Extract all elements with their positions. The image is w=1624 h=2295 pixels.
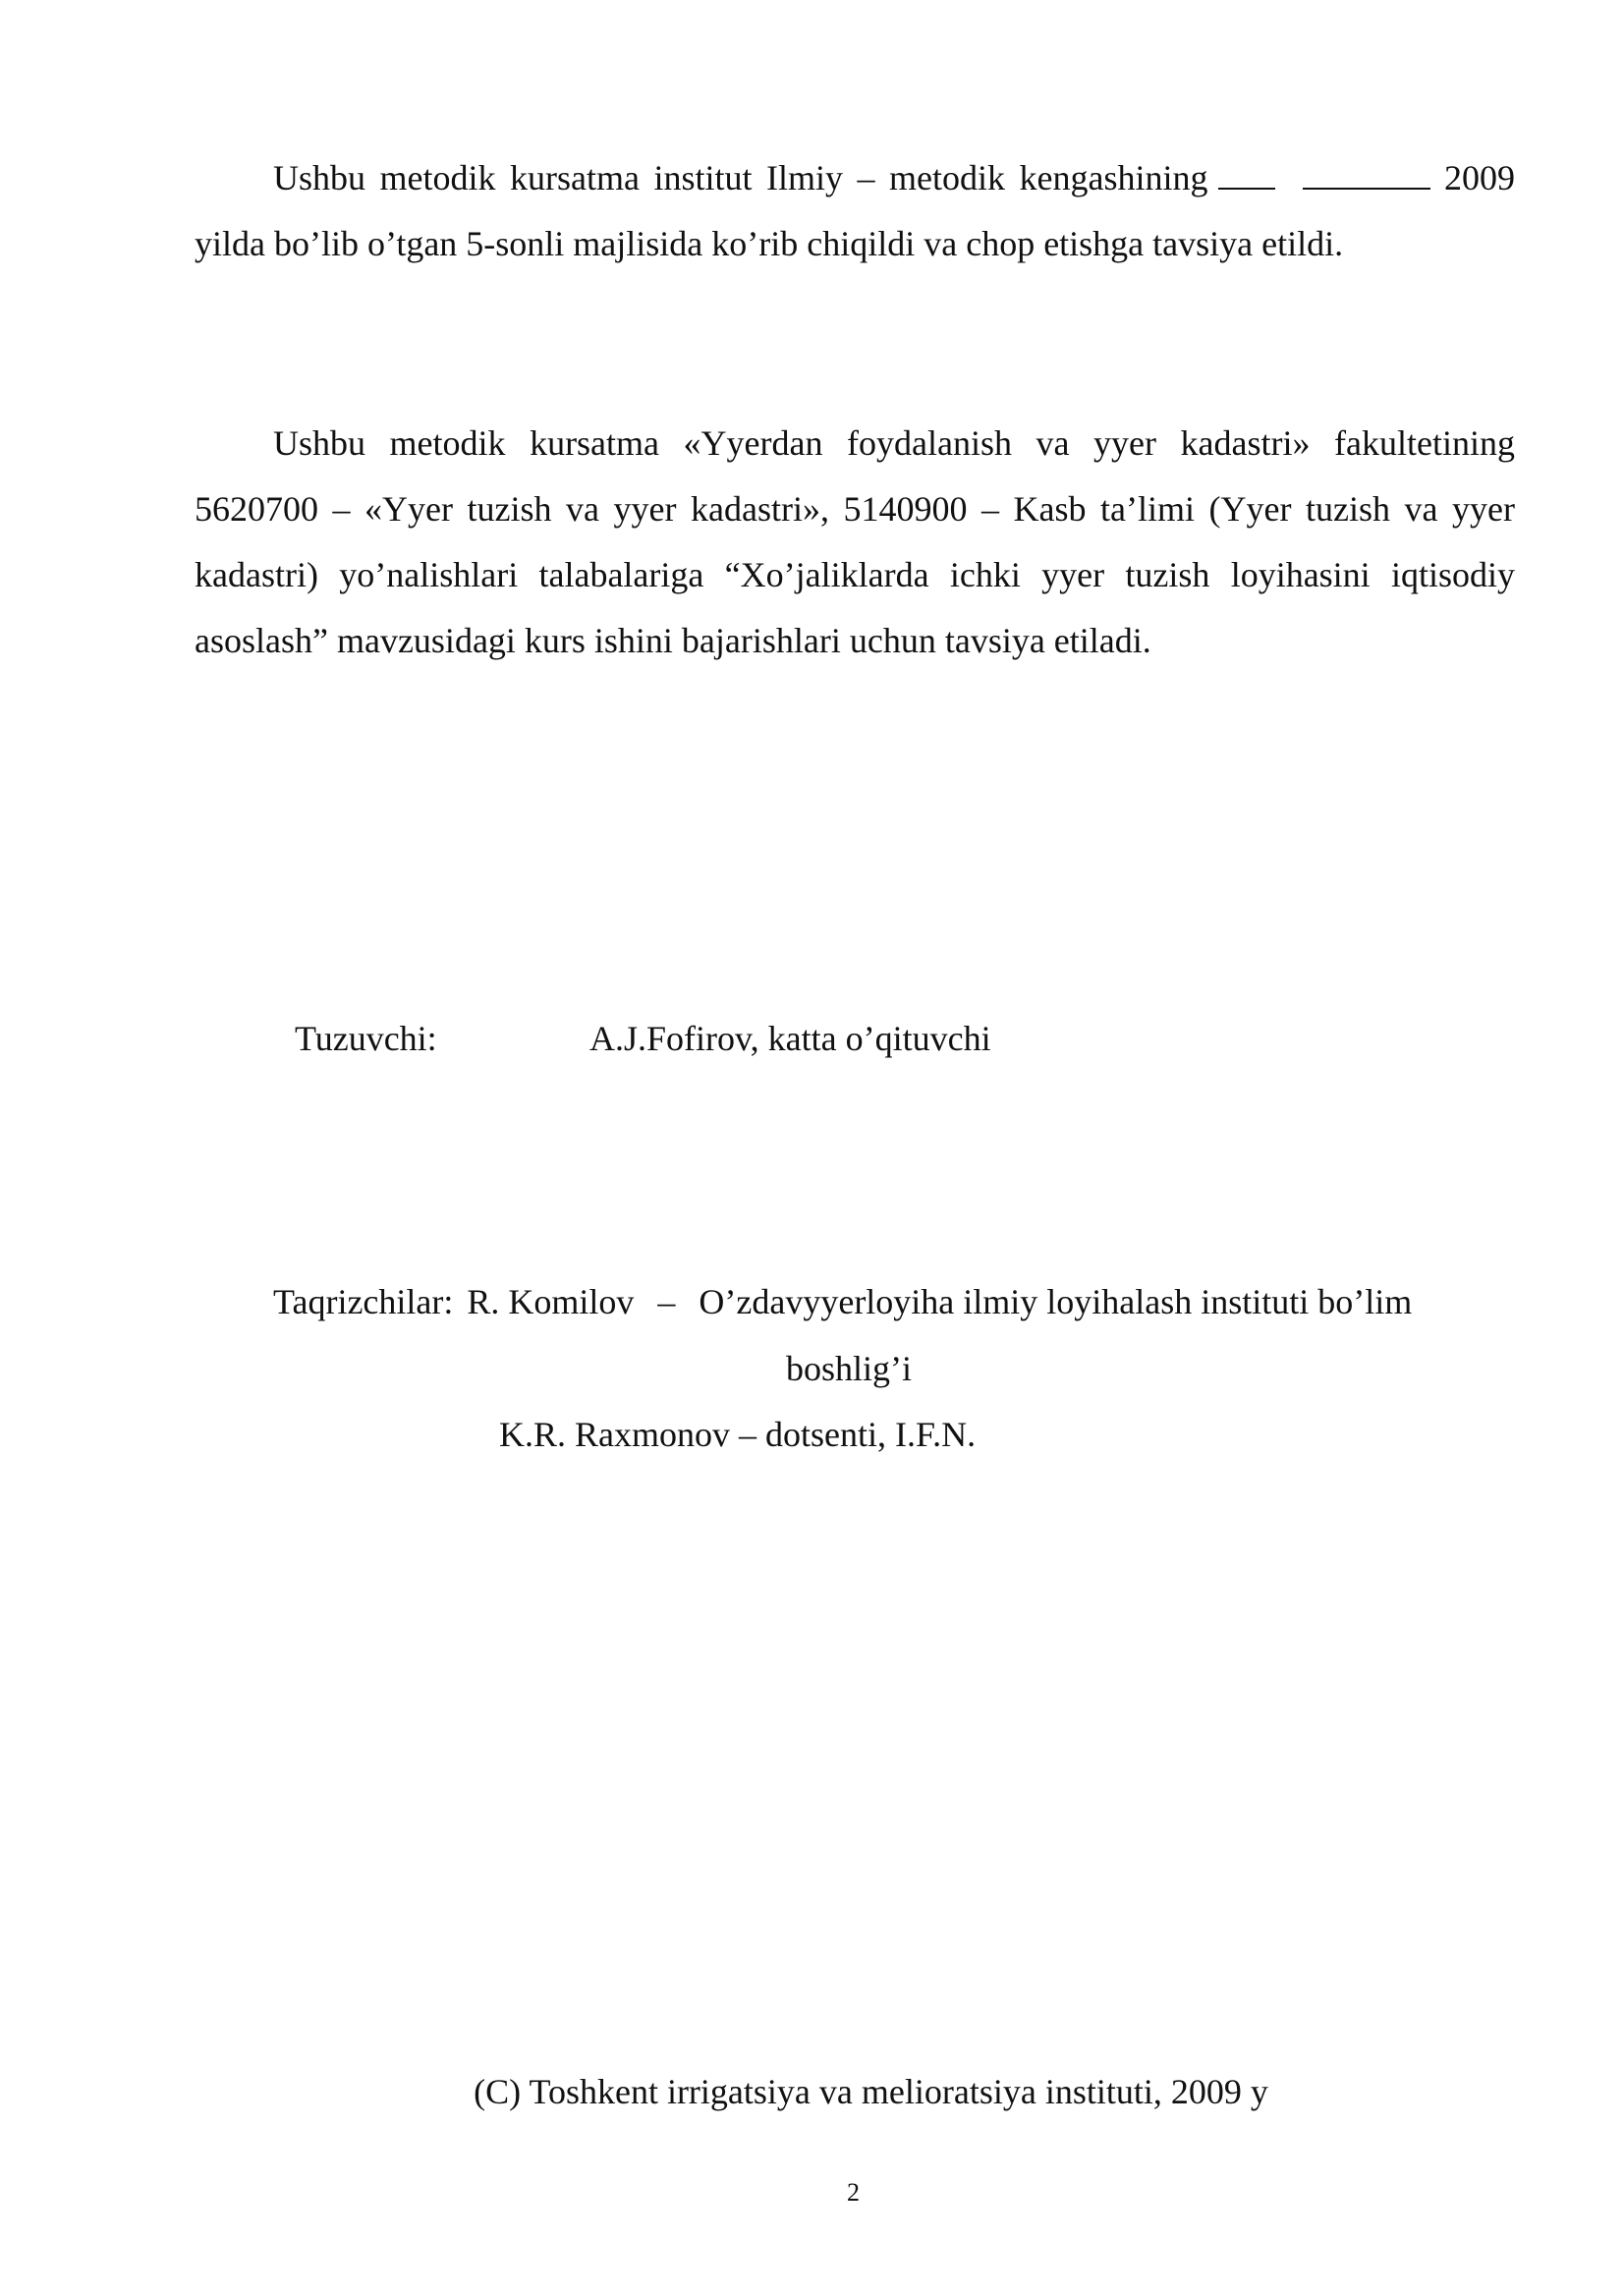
author-label: Tuzuvchi: [295, 1019, 437, 1058]
reviewers-label: Taqrizchilar: [273, 1282, 454, 1321]
page-number-text: 2 [847, 2178, 860, 2207]
approval-text-end: 2009 yilda bo’lib o’tgan 5-sonli majlisida ko’rib chiqildi va chop etishga tavsiya etildi. [195, 158, 1516, 263]
reviewer-1-role-continuation: boshlig’i [786, 1349, 913, 1388]
reviewer-1-name: R. Komilov [467, 1282, 635, 1321]
copyright-text: (C) Toshkent irrigatsiya va melioratsiya instituti, 2009 y [474, 2072, 1268, 2111]
reviewer-1-dash: – [657, 1282, 676, 1321]
reviewer-1-role: O’zdavyyerloyiha ilmiy loyihalash instituti bo’lim [699, 1282, 1413, 1321]
copyright-line [0, 2059, 1624, 2125]
approval-text-start: Ushbu metodik kursatma institut Ilmiy – metodik kengashining [273, 158, 1208, 197]
page-number [0, 2173, 1624, 2212]
reviewer-2-line: K.R. Raxmonov – dotsenti, I.F.N. [499, 1415, 977, 1454]
reviewer-1-line [273, 1269, 1412, 1335]
blank-day-line [1218, 160, 1275, 190]
recommendation-paragraph: Ushbu metodik kursatma «Yyerdan foydalanish va yyer kadastri» fakultetining 5620700 – «Yyer tuzish va yyer kadastri», 5140900 – Kasb ta’limi (Yyer tuzish va yyer kadastri) yo’nalishlari talabalariga “Xo’jaliklarda ichki yyer tuzish loyihasini iqtisodiy asoslash” mavzusidagi kurs ishini bajarishlari uchun tavsiya etiladi. [195, 423, 1515, 660]
blank-month-line [1303, 160, 1430, 190]
author-name: A.J.Fofirov, katta o’qituvchi [589, 1019, 991, 1058]
approval-paragraph [195, 145, 1515, 277]
